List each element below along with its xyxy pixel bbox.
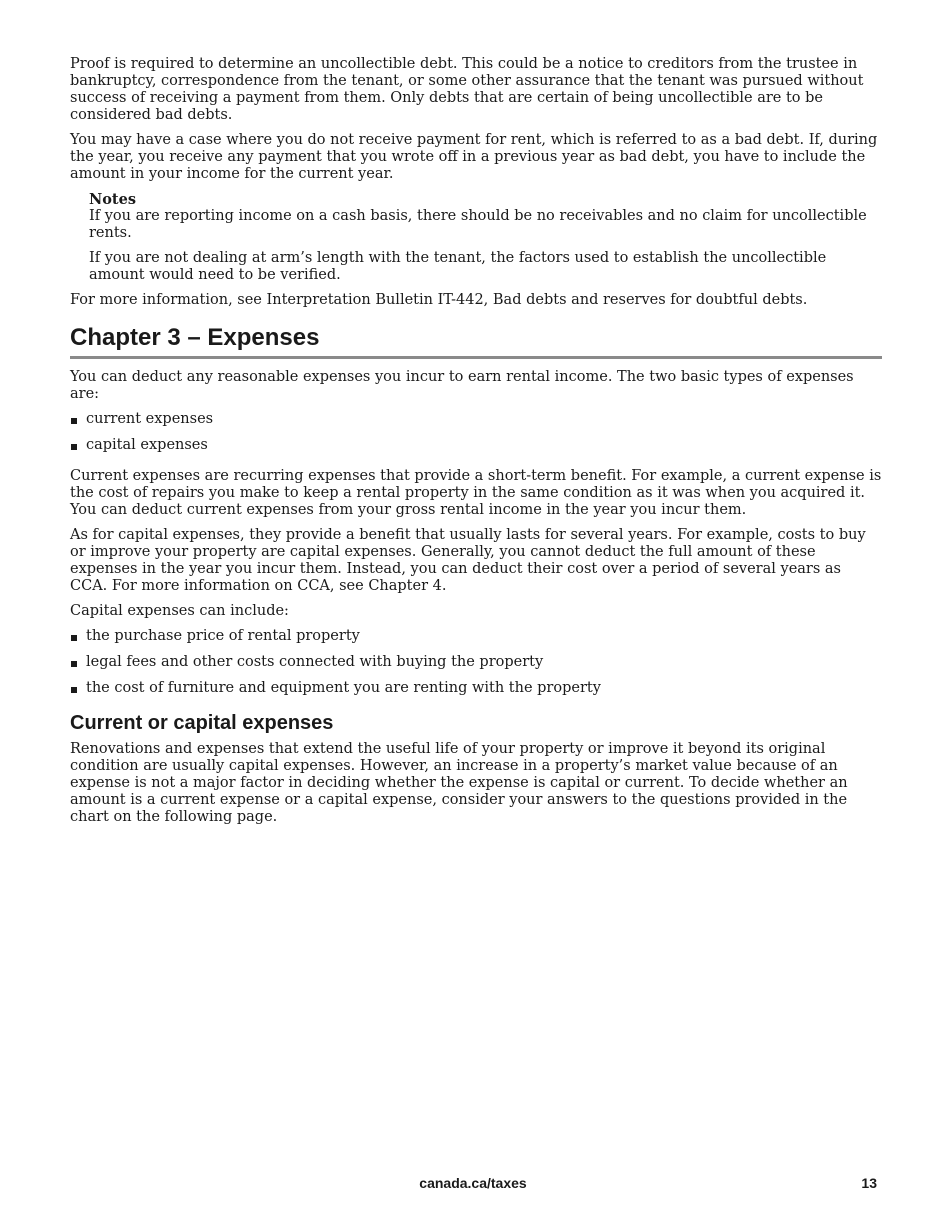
intro-paragraph-2: You may have a case where you do not receive payment for rent, which is referred to as a bad debt. If, during the year, you receive any payment that you wrote off in a previous year as bad debt, you have to include the amount in your income for the current year. <box>70 132 878 182</box>
notes-block <box>89 191 882 284</box>
section-title: Current or capital expenses <box>70 712 334 734</box>
capital-expenses-intro: Capital expenses can include: <box>70 603 289 619</box>
page-number: 13 <box>861 1175 877 1191</box>
bullet-icon <box>71 661 77 667</box>
bullet-icon <box>71 635 77 641</box>
bullet-icon <box>71 444 77 450</box>
list-item-text: legal fees and other costs connected with buying the property <box>86 654 544 670</box>
list-item <box>70 411 882 428</box>
expense-types-list <box>70 411 882 454</box>
intro-paragraph-1: Proof is required to determine an uncollectible debt. This could be a notice to creditors from the trustee in bankruptcy, correspondence from the tenant, or some other assurance that the tenant was pursued without success of receiving a payment from them. Only debts that are certain of being uncollectible are to be considered bad debts. <box>70 56 864 123</box>
list-item <box>70 628 882 645</box>
note-2: If you are not dealing at arm’s length with the tenant, the factors used to establish the uncollectible amount would need to be verified. <box>89 250 827 283</box>
chapter-intro: You can deduct any reasonable expenses you incur to earn rental income. The two basic types of expenses are: <box>70 369 854 402</box>
notes-title: Notes <box>89 191 137 208</box>
capital-expenses-paragraph: As for capital expenses, they provide a benefit that usually lasts for several years. For example, costs to buy or improve your property are capital expenses. Generally, you cannot deduct the full amount of these expenses in the year you incur them. Instead, you can deduct their cost over a period of several years as CCA. For more information on CCA, see Chapter 4. <box>70 527 866 594</box>
list-item <box>70 437 882 454</box>
footer-url: canada.ca/taxes <box>419 1175 527 1191</box>
list-item-text: capital expenses <box>86 437 208 453</box>
list-item-text: the cost of furniture and equipment you are renting with the property <box>86 680 601 696</box>
note-1: If you are reporting income on a cash basis, there should be no receivables and no claim for uncollectible rents. <box>89 208 867 241</box>
bullet-icon <box>71 687 77 693</box>
capital-expenses-list <box>70 628 882 697</box>
list-item-text: current expenses <box>86 411 214 427</box>
chapter-title: Chapter 3 – Expenses <box>70 324 882 359</box>
list-item-text: the purchase price of rental property <box>86 628 360 644</box>
page-footer <box>0 1175 950 1193</box>
list-item <box>70 680 882 697</box>
current-expenses-paragraph: Current expenses are recurring expenses that provide a short-term benefit. For example, a current expense is the cost of repairs you make to keep a rental property in the same condition as it was when you acquired it. You can deduct current expenses from your gross rental income in the year you incur them. <box>70 468 882 518</box>
section-paragraph: Renovations and expenses that extend the useful life of your property or improve it beyond its original condition are usually capital expenses. However, an increase in a property’s market value because of an expense is not a major factor in deciding whether the expense is capital or current. To decide whether an amount is a current expense or a capital expense, consider your answers to the questions provided in the chart on the following page. <box>70 741 848 825</box>
more-info-paragraph: For more information, see Interpretation Bulletin IT-442, Bad debts and reserves for doubtful debts. <box>70 292 808 308</box>
page-content <box>70 56 882 834</box>
bullet-icon <box>71 418 77 424</box>
list-item <box>70 654 882 671</box>
